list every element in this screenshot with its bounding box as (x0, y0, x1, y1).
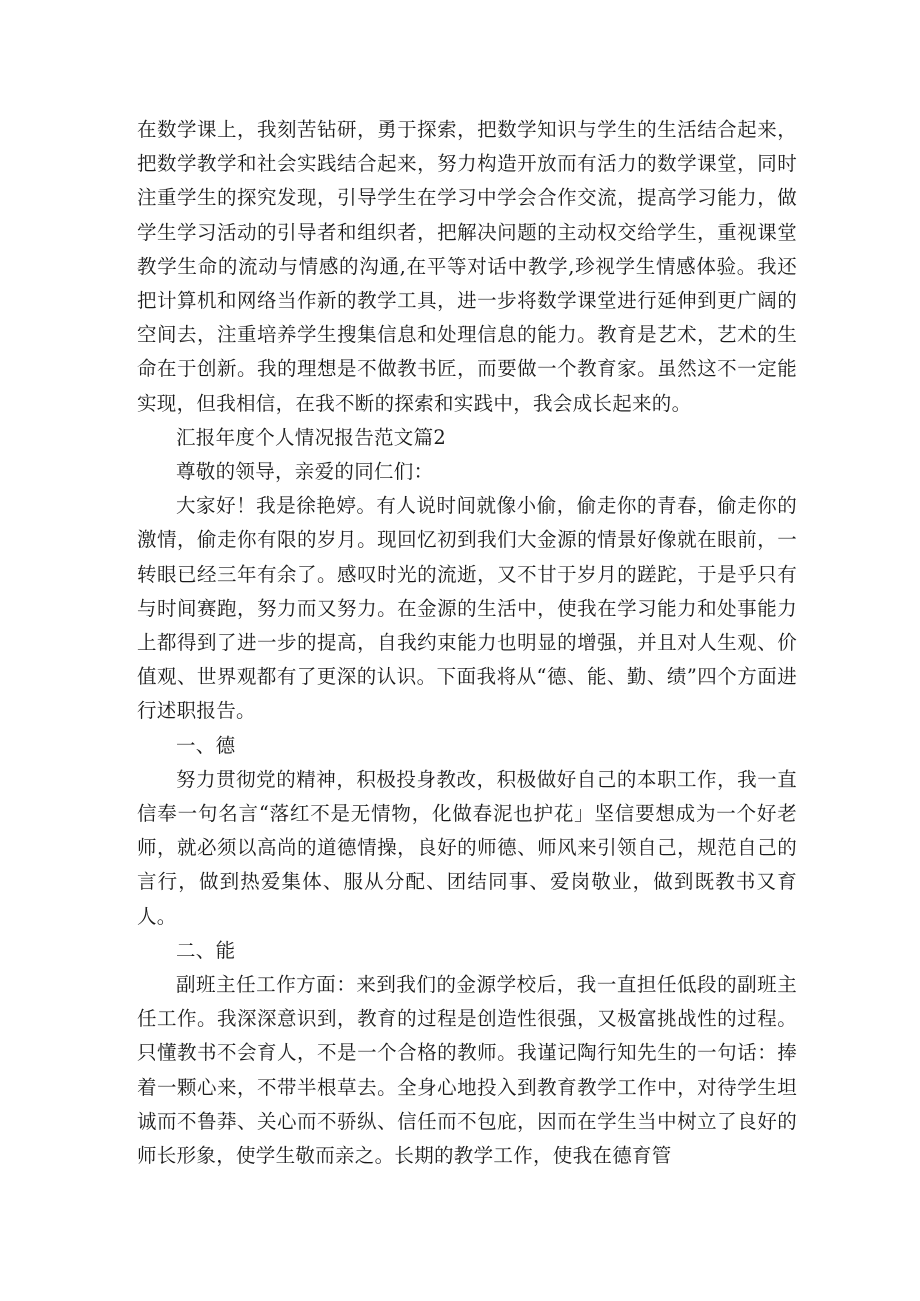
paragraph-introduction: 大家好！我是徐艳婷。有人说时间就像小偷，偷走你的青春，偷走你的激情，偷走你有限的岁月。现回忆初到我们大金源的情景好像就在眼前，一转眼已经三年有余了。感叹时光的流逝，又不甘于岁月的蹉跎，于是乎只有与时间赛跑，努力而又努力。在金源的生活中，使我在学习能力和处事能力上都得到了进一步的提高，自我约束能力也明显的增强，并且对人生观、价值观、世界观都有了更深的认识。下面我将从“德、能、勤、绩”四个方面进行述职报告。 (137, 494, 797, 723)
paragraph-de: 努力贯彻党的精神，积极投身教改，积极做好自己的本职工作，我一直信奉一句名言“落红不是无情物，化做春泥也护花」坚信要想成为一个好老师，就必须以高尚的道德情操，良好的师德、师风来引领自己，规范自己的言行，做到热爱集体、服从分配、团结同事、爱岗敬业，做到既教书又育人。 (137, 767, 797, 928)
document-body (137, 113, 797, 1173)
paragraph-neng: 副班主任工作方面：来到我们的金源学校后，我一直担任低段的副班主任工作。我深深意识到，教育的过程是创造性很强，又极富挑战性的过程。只懂教书不会育人，不是一个合格的教师。我谨记陶行知先生的一句话：捧着一颗心来，不带半根草去。全身心地投入到教育教学工作中，对待学生坦诚而不鲁莽、关心而不骄纵、信任而不包庇，因而在学生当中树立了良好的师长形象，使学生敬而亲之。长期的教学工作，使我在德育管 (137, 973, 797, 1168)
section-heading-neng: 二、能 (176, 938, 236, 962)
section-heading-de: 一、德 (176, 733, 236, 757)
report-title-heading: 汇报年度个人情况报告范文篇2 (176, 425, 447, 449)
paragraph-teaching-reflection: 在数学课上，我刻苦钻研，勇于探索，把数学知识与学生的生活结合起来，把数学教学和社会实践结合起来，努力构造开放而有活力的数学课堂，同时注重学生的探究发现，引导学生在学习中学会合作交流，提高学习能力，做学生学习活动的引导者和组织者，把解决问题的主动权交给学生，重视课堂教学生命的流动与情感的沟通,在平等对话中教学,珍视学生情感体验。我还把计算机和网络当作新的教学工具，进一步将数学课堂进行延伸到更广阔的空间去，注重培养学生搜集信息和处理信息的能力。教育是艺术，艺术的生命在于创新。我的理想是不做教书匠，而要做一个教育家。虽然这不一定能实现，但我相信，在我不断的探索和实践中，我会成长起来的。 (137, 118, 797, 415)
salutation: 尊敬的领导，亲爱的同仁们： (176, 460, 434, 484)
